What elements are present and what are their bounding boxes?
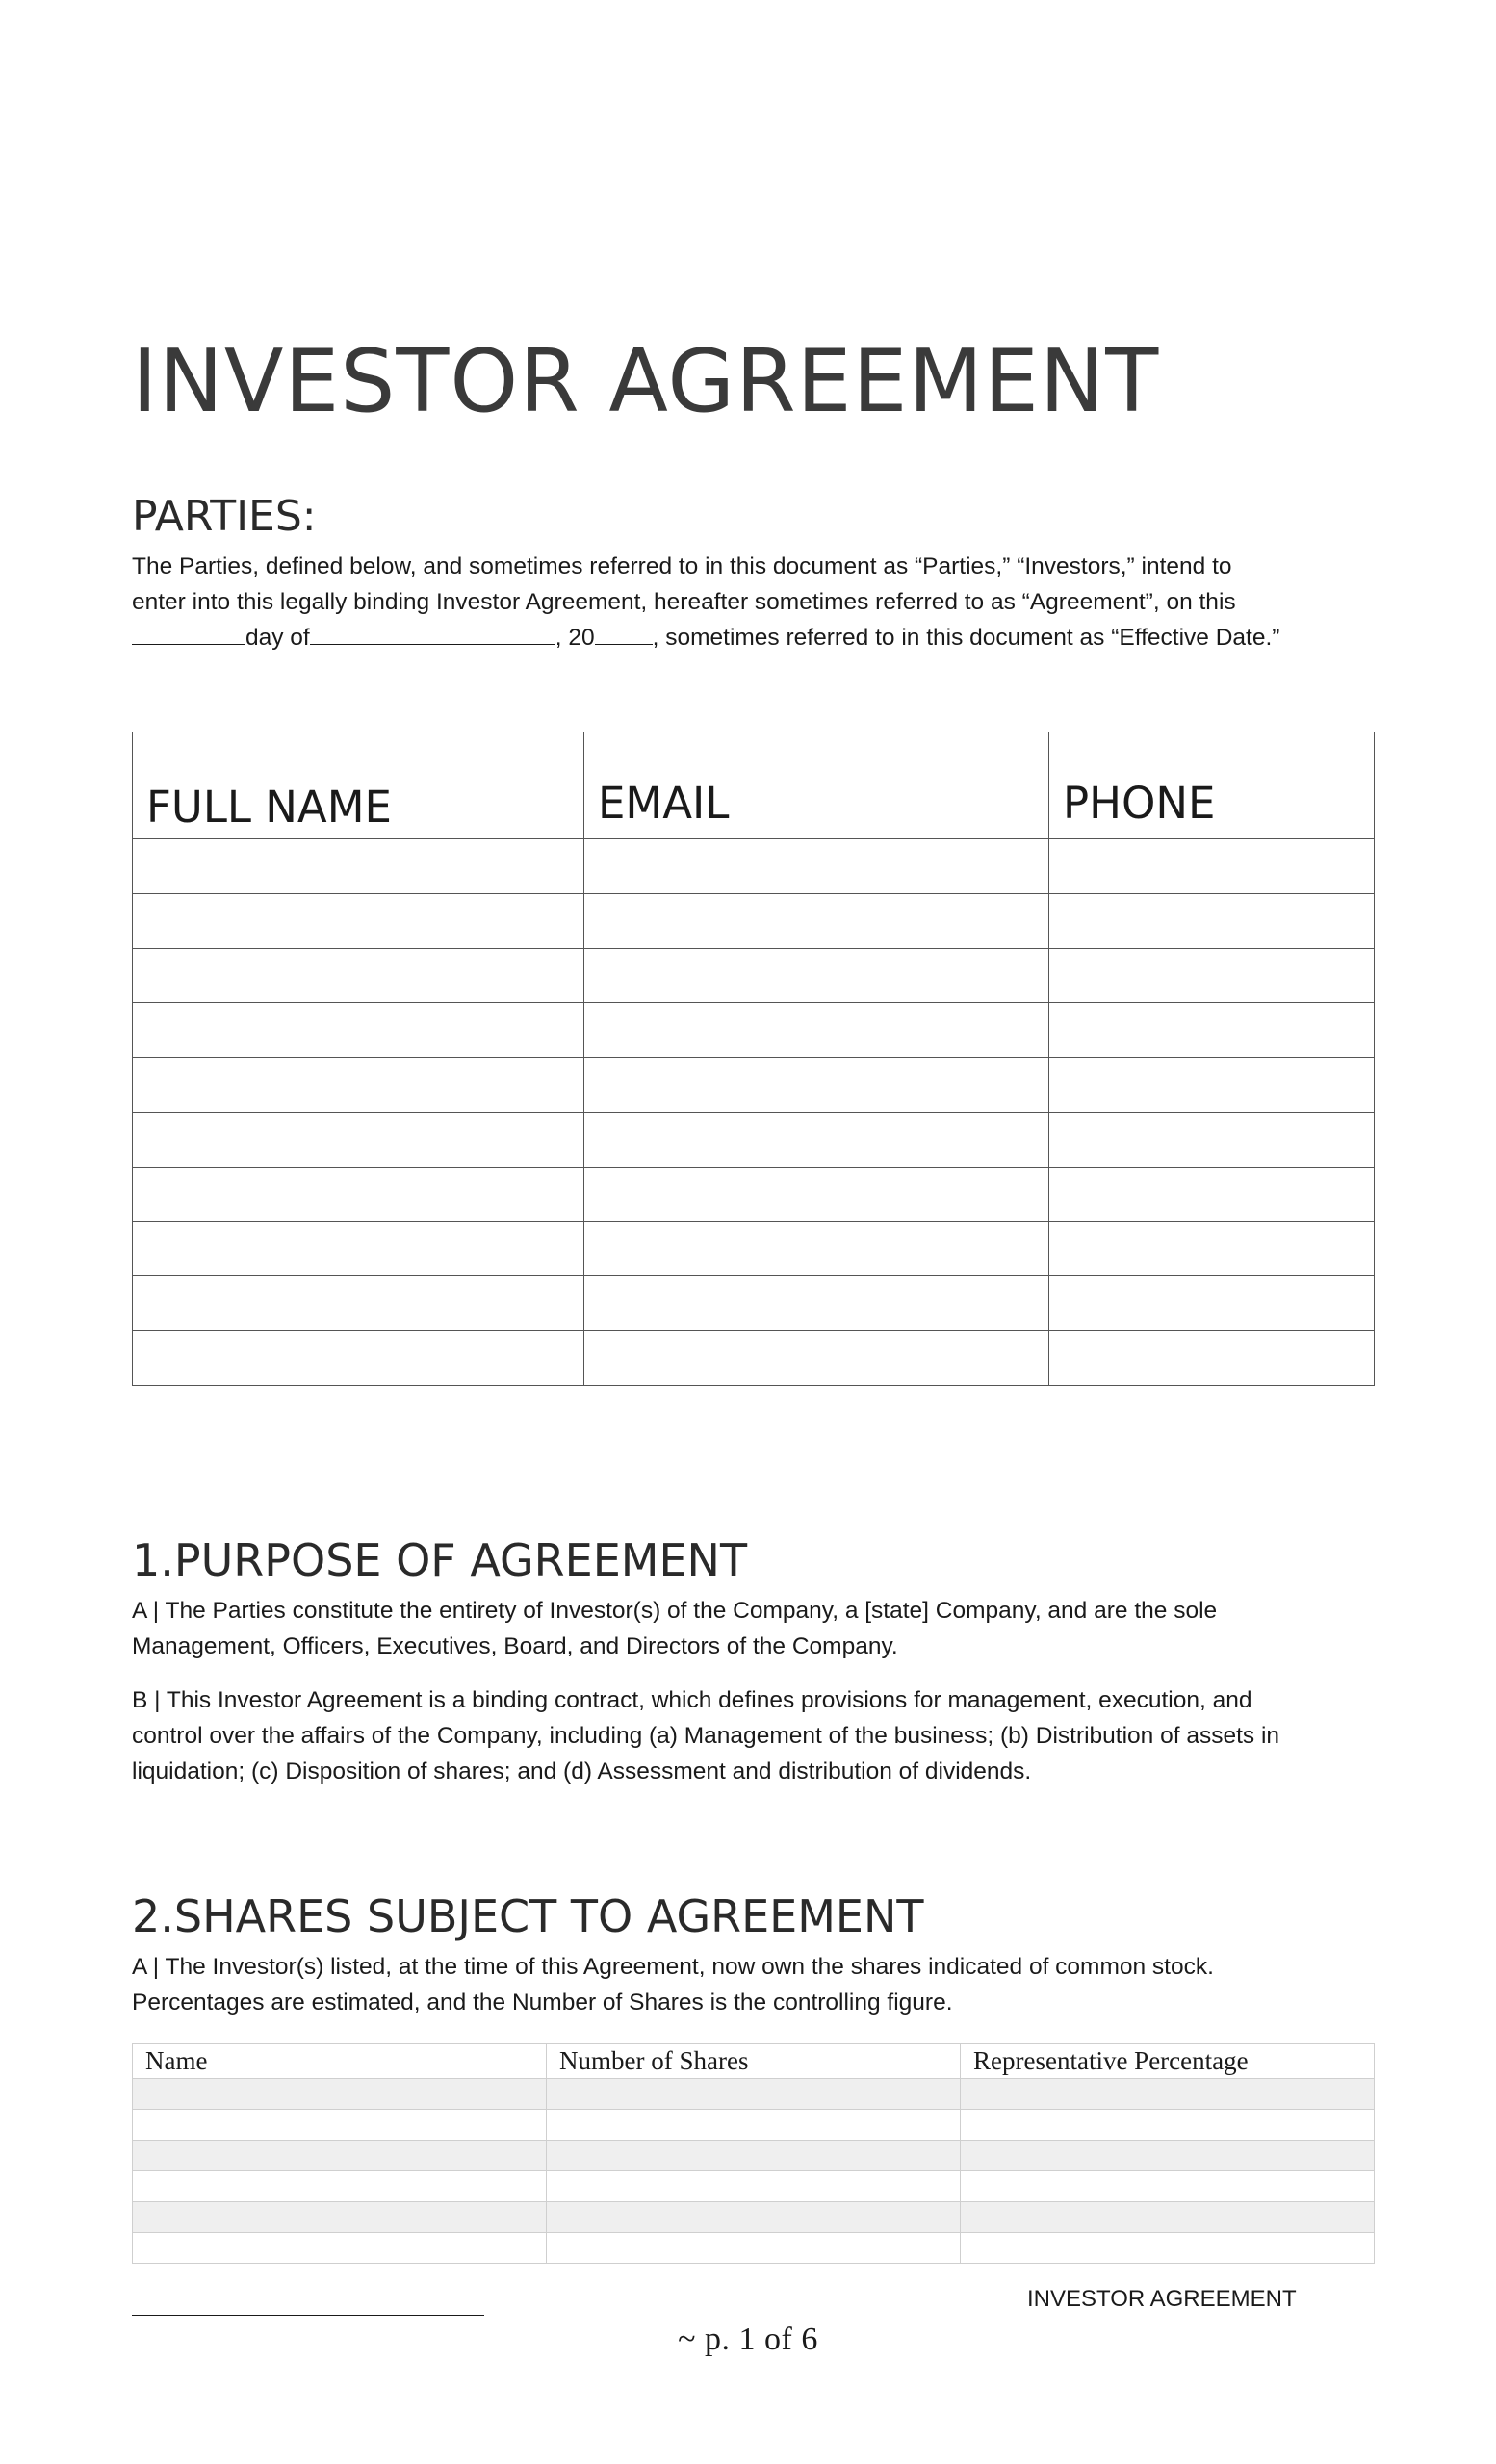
email-cell[interactable] [584, 1276, 1049, 1331]
col-header-email: EMAIL [584, 732, 1049, 839]
number-of-shares-cell[interactable] [547, 2141, 961, 2171]
full-name-cell[interactable] [133, 1058, 584, 1113]
full-name-cell[interactable] [133, 1112, 584, 1167]
parties-intro [132, 549, 1374, 655]
number-of-shares-cell[interactable] [547, 2202, 961, 2233]
phone-cell[interactable] [1049, 1003, 1375, 1058]
phone-cell[interactable] [1049, 839, 1375, 894]
full-name-cell[interactable] [133, 1331, 584, 1386]
number-of-shares-cell[interactable] [547, 2110, 961, 2141]
section-1-b-line-2: control over the affairs of the Company, including (a) Management of the business; (b) Distribution of assets in [132, 1723, 1280, 1749]
phone-cell[interactable] [1049, 1167, 1375, 1221]
percentage-cell[interactable] [961, 2141, 1375, 2171]
email-cell[interactable] [584, 1167, 1049, 1221]
name-cell[interactable] [133, 2233, 547, 2264]
full-name-cell[interactable] [133, 948, 584, 1003]
table-row [133, 2110, 1375, 2141]
table-row [133, 839, 1375, 894]
effective-date-text: , sometimes referred to in this document as “Effective Date.” [652, 625, 1280, 651]
shares-table [132, 2043, 1375, 2264]
page-number: ~ p. 1 of 6 [678, 2322, 818, 2357]
email-cell[interactable] [584, 893, 1049, 948]
email-cell[interactable] [584, 948, 1049, 1003]
shares-table-body [133, 2079, 1375, 2264]
table-row [133, 1221, 1375, 1276]
table-row [133, 2202, 1375, 2233]
year-blank[interactable] [595, 621, 653, 645]
name-cell[interactable] [133, 2141, 547, 2171]
email-cell[interactable] [584, 1331, 1049, 1386]
month-blank[interactable] [310, 621, 555, 645]
parties-table [132, 732, 1375, 1386]
full-name-cell[interactable] [133, 1221, 584, 1276]
number-of-shares-cell[interactable] [547, 2079, 961, 2110]
phone-cell[interactable] [1049, 893, 1375, 948]
section-1-heading: 1.PURPOSE OF AGREEMENT [132, 1534, 748, 1586]
section-1-b-line-3: liquidation; (c) Disposition of shares; and (d) Assessment and distribution of dividends. [132, 1758, 1032, 1784]
parties-intro-line-1: The Parties, defined below, and sometimes referred to in this document as “Parties,” “Investors,” intend to [132, 553, 1232, 579]
table-row [133, 893, 1375, 948]
footer-doc-name: INVESTOR AGREEMENT [1027, 2286, 1297, 2312]
email-cell[interactable] [584, 1221, 1049, 1276]
col-header-representative-percentage: Representative Percentage [961, 2044, 1375, 2079]
full-name-cell[interactable] [133, 1276, 584, 1331]
section-1-clause-a [132, 1593, 1374, 1664]
col-header-number-of-shares: Number of Shares [547, 2044, 961, 2079]
percentage-cell[interactable] [961, 2202, 1375, 2233]
table-row [133, 1003, 1375, 1058]
phone-cell[interactable] [1049, 1112, 1375, 1167]
email-cell[interactable] [584, 839, 1049, 894]
signature-line [132, 2315, 484, 2316]
section-1-clause-b [132, 1682, 1374, 1789]
full-name-cell[interactable] [133, 1003, 584, 1058]
name-cell[interactable] [133, 2202, 547, 2233]
section-2-heading: 2.SHARES SUBJECT TO AGREEMENT [132, 1890, 924, 1942]
name-cell[interactable] [133, 2171, 547, 2202]
full-name-cell[interactable] [133, 893, 584, 948]
year-prefix: , 20 [555, 625, 595, 651]
day-of-label: day of [245, 625, 310, 651]
number-of-shares-cell[interactable] [547, 2171, 961, 2202]
percentage-cell[interactable] [961, 2079, 1375, 2110]
parties-heading: PARTIES: [132, 492, 317, 541]
section-2-clause-a [132, 1949, 1374, 2020]
phone-cell[interactable] [1049, 1276, 1375, 1331]
full-name-cell[interactable] [133, 839, 584, 894]
document-title: INVESTOR AGREEMENT [132, 331, 1160, 432]
email-cell[interactable] [584, 1058, 1049, 1113]
table-row [133, 2171, 1375, 2202]
table-row [133, 1276, 1375, 1331]
table-row [133, 948, 1375, 1003]
phone-cell[interactable] [1049, 1058, 1375, 1113]
parties-intro-line-3 [132, 620, 1374, 655]
phone-cell[interactable] [1049, 948, 1375, 1003]
full-name-cell[interactable] [133, 1167, 584, 1221]
section-1-b-line-1: B | This Investor Agreement is a binding contract, which defines provisions for management, execution, and [132, 1687, 1252, 1713]
table-row [133, 2233, 1375, 2264]
col-header-name: Name [133, 2044, 547, 2079]
phone-cell[interactable] [1049, 1331, 1375, 1386]
phone-cell[interactable] [1049, 1221, 1375, 1276]
table-row [133, 1331, 1375, 1386]
parties-intro-line-2: enter into this legally binding Investor Agreement, hereafter sometimes referred to as “Agreement”, on this [132, 589, 1236, 615]
section-2-a-line-1: A | The Investor(s) listed, at the time of this Agreement, now own the shares indicated of common stock. [132, 1954, 1214, 1980]
section-2-a-line-2: Percentages are estimated, and the Number of Shares is the controlling figure. [132, 1989, 953, 2015]
col-header-full-name: FULL NAME [133, 732, 584, 839]
table-row [133, 1058, 1375, 1113]
percentage-cell[interactable] [961, 2171, 1375, 2202]
day-blank[interactable] [132, 621, 245, 645]
name-cell[interactable] [133, 2110, 547, 2141]
table-row [133, 2141, 1375, 2171]
number-of-shares-cell[interactable] [547, 2233, 961, 2264]
table-row [133, 1112, 1375, 1167]
table-row [133, 2079, 1375, 2110]
name-cell[interactable] [133, 2079, 547, 2110]
percentage-cell[interactable] [961, 2110, 1375, 2141]
section-1-a-line-2: Management, Officers, Executives, Board, and Directors of the Company. [132, 1633, 898, 1659]
percentage-cell[interactable] [961, 2233, 1375, 2264]
email-cell[interactable] [584, 1112, 1049, 1167]
email-cell[interactable] [584, 1003, 1049, 1058]
section-1-a-line-1: A | The Parties constitute the entirety of Investor(s) of the Company, a [state] Company, and are the sole [132, 1598, 1218, 1624]
parties-table-body [133, 839, 1375, 1386]
col-header-phone: PHONE [1049, 732, 1375, 839]
table-row [133, 1167, 1375, 1221]
